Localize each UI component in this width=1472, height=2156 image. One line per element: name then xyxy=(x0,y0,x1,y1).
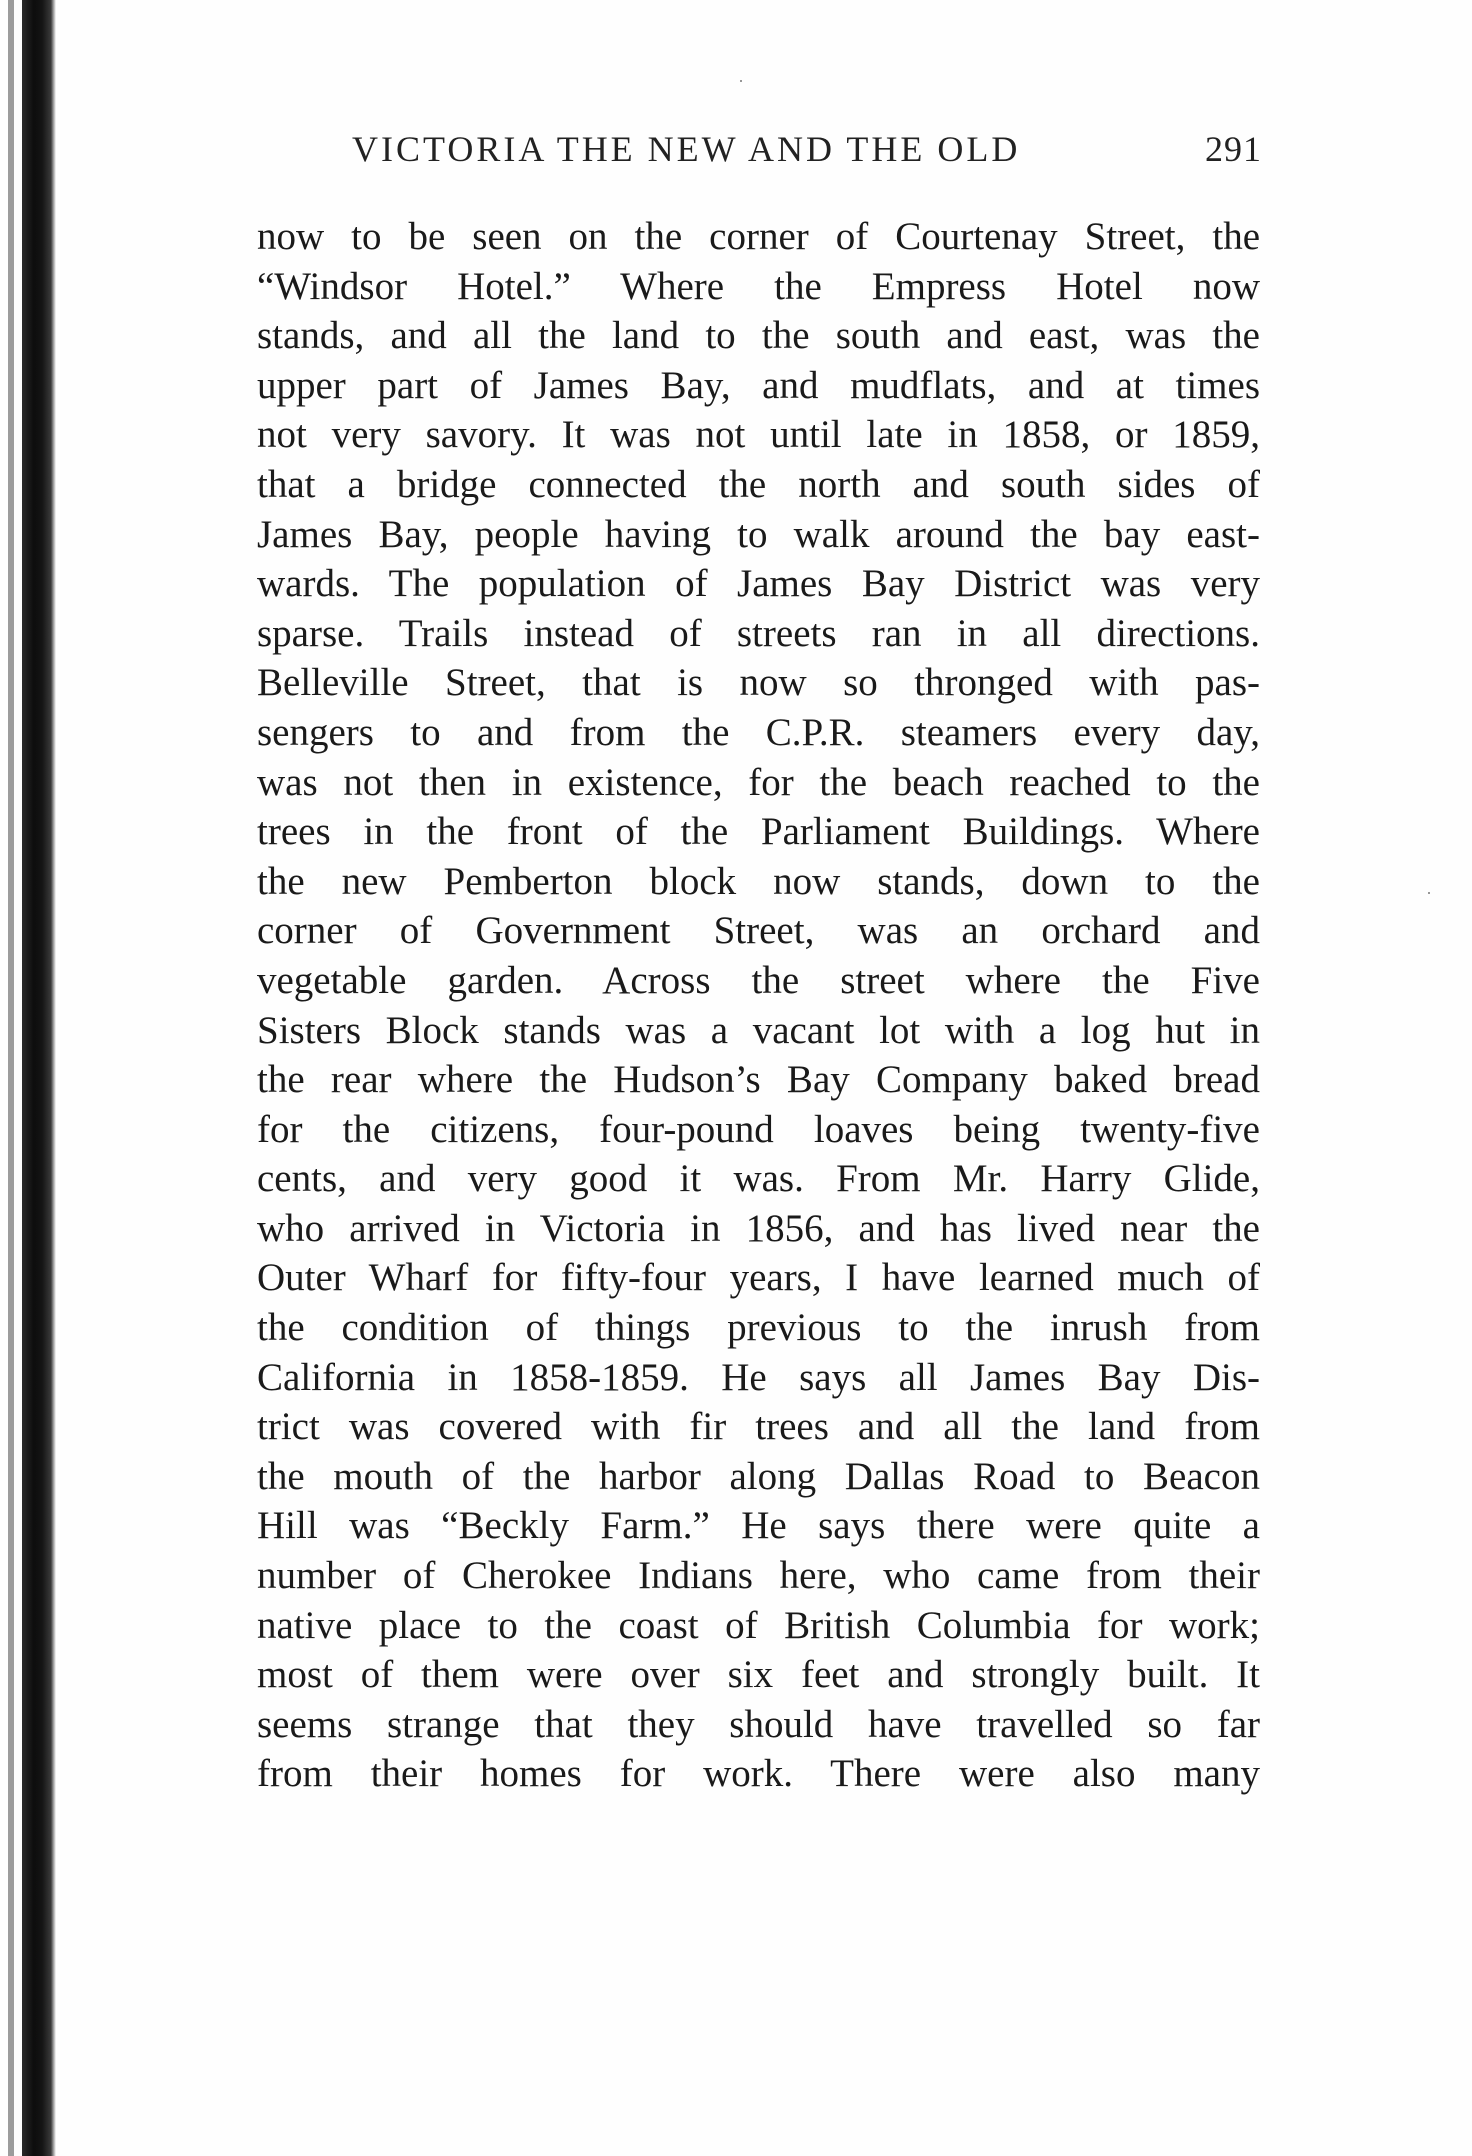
text-line: cents, and very good it was. From Mr. Harry Glide, xyxy=(257,1157,1260,1201)
text-line: seems strange that they should have travelled so far xyxy=(257,1702,1260,1746)
text-line: sengers to and from the C.P.R. steamers every day, xyxy=(257,710,1260,754)
page-number: 291 xyxy=(1205,129,1262,169)
text-line: that a bridge connected the north and south sides of xyxy=(257,462,1260,506)
text-line: trict was covered with fir trees and all the land from xyxy=(257,1405,1260,1449)
text-line: California in 1858-1859. He says all James Bay Dis- xyxy=(257,1355,1260,1399)
text-line: most of them were over six feet and strongly built. It xyxy=(257,1653,1260,1697)
text-line: trees in the front of the Parliament Buildings. Where xyxy=(257,810,1260,854)
running-head xyxy=(352,128,1262,182)
text-line: James Bay, people having to walk around the bay east- xyxy=(257,512,1260,556)
text-line: stands, and all the land to the south and east, was the xyxy=(257,314,1260,358)
text-line: the new Pemberton block now stands, down to the xyxy=(257,859,1260,903)
text-line: was not then in existence, for the beach reached to the xyxy=(257,760,1260,804)
text-line: number of Cherokee Indians here, who came from their xyxy=(257,1554,1260,1598)
text-line: corner of Government Street, was an orchard and xyxy=(257,909,1260,953)
text-line: “Windsor Hotel.” Where the Empress Hotel now xyxy=(257,264,1260,308)
text-line: vegetable garden. Across the street where the Five xyxy=(257,958,1260,1002)
paper-speck xyxy=(740,80,742,82)
text-line: the condition of things previous to the inrush from xyxy=(257,1306,1260,1350)
text-line: now to be seen on the corner of Courtenay Street, the xyxy=(257,215,1260,258)
body-text xyxy=(257,212,1260,1799)
text-line: for the citizens, four-pound loaves being twenty-five xyxy=(257,1107,1260,1151)
running-head-title: VICTORIA THE NEW AND THE OLD xyxy=(352,129,1021,169)
text-line: Sisters Block stands was a vacant lot with a log hut in xyxy=(257,1008,1260,1052)
text-line: Outer Wharf for fifty-four years, I have learned much of xyxy=(257,1256,1260,1300)
text-line: sparse. Trails instead of streets ran in all directions. xyxy=(257,611,1260,655)
text-line: not very savory. It was not until late in 1858, or 1859, xyxy=(257,413,1260,457)
text-line: Belleville Street, that is now so thronged with pas- xyxy=(257,661,1260,705)
text-line: who arrived in Victoria in 1856, and has lived near the xyxy=(257,1206,1260,1250)
text-line: from their homes for work. There were also many xyxy=(257,1752,1260,1796)
text-line: Hill was “Beckly Farm.” He says there were quite a xyxy=(257,1504,1260,1548)
binding-edge xyxy=(22,0,56,2156)
scan-edge-shadow xyxy=(8,0,14,2156)
paper-speck xyxy=(1428,892,1430,894)
text-line: the mouth of the harbor along Dallas Road to Beacon xyxy=(257,1454,1260,1498)
text-line: upper part of James Bay, and mudflats, and at times xyxy=(257,363,1260,407)
text-line: the rear where the Hudson’s Bay Company baked bread xyxy=(257,1058,1260,1102)
text-line: native place to the coast of British Columbia for work; xyxy=(257,1603,1260,1647)
text-line: wards. The population of James Bay District was very xyxy=(257,562,1260,606)
